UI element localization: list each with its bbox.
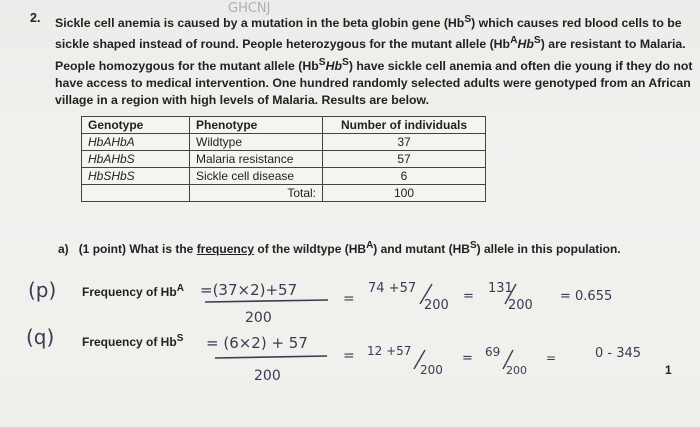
q-marker: (q) [26, 325, 55, 349]
count-cell: 37 [323, 134, 486, 151]
frequency-p-label: Frequency of $Hb^A$ [82, 283, 184, 299]
page-mark: 1 [665, 363, 672, 377]
q-denominator: 200 [254, 368, 281, 384]
q-result: 0 - 345 [595, 346, 642, 361]
p-step2-den: 200 [508, 298, 533, 313]
q-step1-den: 200 [420, 363, 443, 377]
equals-sign: = [343, 291, 355, 307]
phenotype-cell: Malaria resistance [190, 151, 323, 168]
q-step2-den: 200 [506, 364, 527, 377]
total-value: 100 [323, 185, 486, 202]
p-step1-den: 200 [424, 298, 449, 313]
header-count: Number of individuals [323, 117, 486, 134]
p-fraction-bar [205, 300, 328, 302]
p-denominator: 200 [245, 310, 272, 326]
p-numerator: =(37×2)+57 [200, 281, 298, 299]
q-step2: 69 [485, 345, 501, 359]
genotype-cell: HbSHbS [82, 168, 190, 185]
phenotype-cell: Wildtype [190, 134, 323, 151]
q-fraction-bar [215, 356, 327, 358]
equals-sign: = [546, 351, 557, 365]
question-text: Sickle cell anemia is caused by a mutation in the beta globin gene $(Hb^S)$ which causes red blood cells to be sickle shaped instead of round. People heterozygous for the mutant allele $(Hb^AHb^S)$ are resistant to Malaria. People homozygous for the mutant allele $(Hb^SHb^S)$ have sickle cell anemia and often die young if they do not have access to medical intervention. One hundred randomly selected adults were genotyped from an African village in a region with high levels of Malaria. Results are below. [55, 14, 693, 108]
equals-sign: = [343, 348, 355, 364]
equals-sign: = [462, 351, 473, 366]
header-phenotype: Phenotype [190, 117, 323, 134]
p-step1: 74 +57 [368, 281, 417, 296]
p-marker: (p) [28, 278, 57, 302]
q-numerator: = (6×2) + 57 [206, 334, 308, 352]
phenotype-cell: Sickle cell disease [190, 168, 323, 185]
q-step1: 12 +57 [367, 344, 412, 358]
question-number: 2. [30, 11, 41, 25]
total-label: Total: [190, 185, 323, 202]
header-scribble: GHCNJ [228, 1, 271, 16]
subquestion-a: a) (1 point) What is the frequency of the wildtype $(HB^A)$ and mutant $(HB^S)$ allele in this population. [58, 240, 621, 256]
count-cell: 6 [323, 168, 486, 185]
count-cell: 57 [323, 151, 486, 168]
p-result: = 0.655 [560, 289, 613, 304]
equals-sign: = [463, 289, 474, 304]
genotype-cell: HbAHbA [82, 134, 190, 151]
header-genotype: Genotype [82, 117, 190, 134]
frequency-q-label: Frequency of $Hb^S$ [82, 333, 184, 349]
genotype-cell: HbAHbS [82, 151, 190, 168]
p-step2: 131 [488, 281, 513, 296]
